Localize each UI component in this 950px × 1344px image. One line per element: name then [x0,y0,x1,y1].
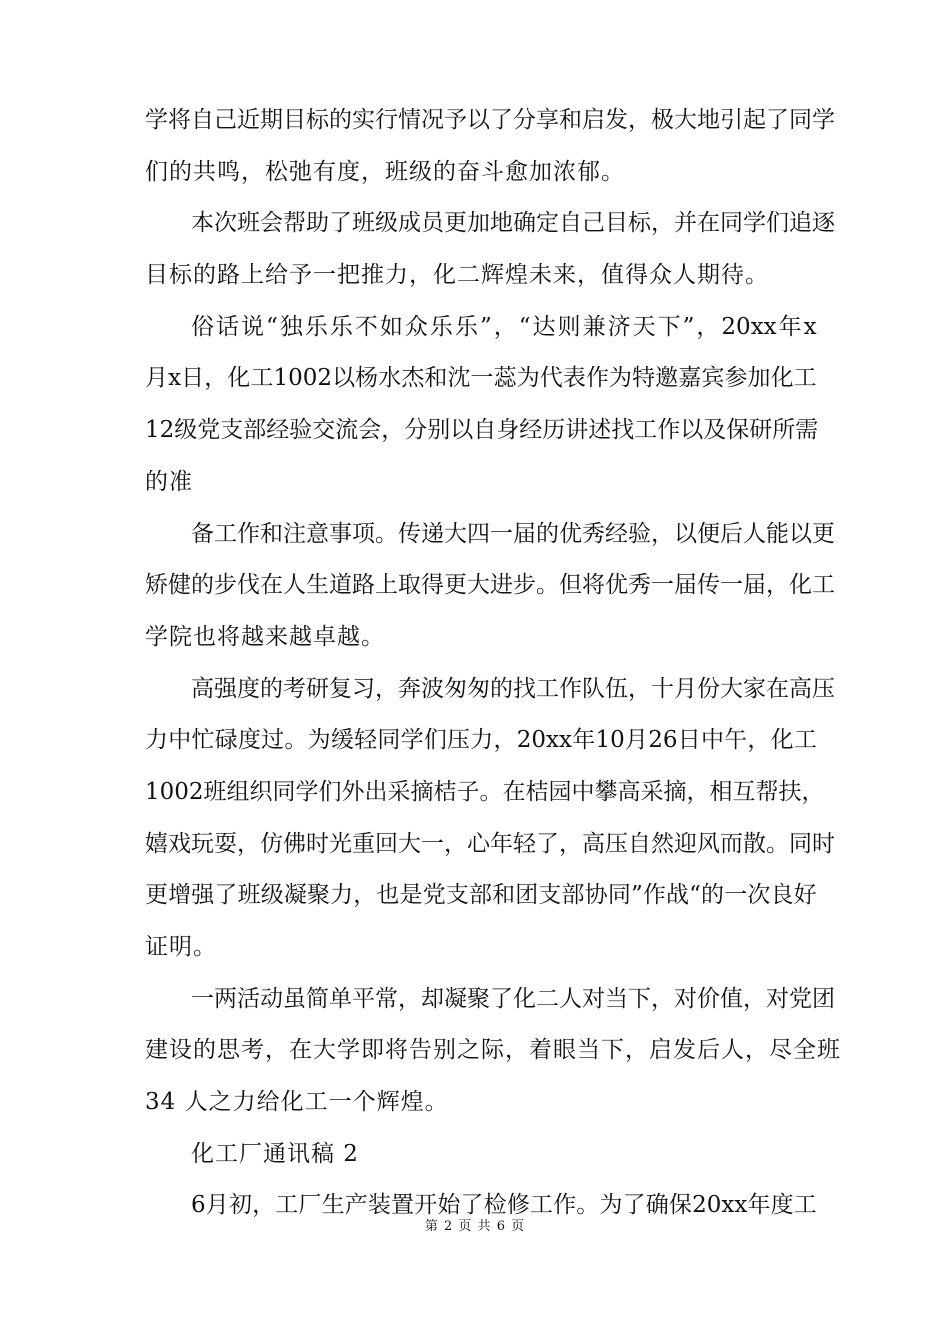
text-line: 12 级 党 支 部 经 验 交 流 会 ， 分 别 以 自 身 经 历 讲 述 找 工 作 以 及 保 研 所 需 [145,417,819,444]
text-line: 建设的思考，在大学即将告别之际，着眼当下，启发后人，尽全班 [145,1037,841,1064]
text-line: 高 强 度 的 考 研 复 习 ， 奔 波 匆 匆 的 找 工 作 队 伍 ， 十 月 份 大 家 在 高 压 [191,675,835,702]
text-line: 6 月 初 ， 工 厂 生 产 装 置 开 始 了 检 修 工 作 。 为 了 确 保 20xx 年 度 工 [191,1192,817,1219]
text-line: 目标的路上给予一把推力，化二辉煌未来，值得众人期待。 [145,262,769,289]
text-line: 1002 班 组 织 同 学 们 外 出 采 摘 桔 子 。 在 桔 园 中 攀 高 采 摘 ， 相 互 帮 扶 ， [145,778,825,805]
text-line: 矫 健 的 步 伐 在 人 生 道 路 上 取 得 更 大 进 步 。 但 将 优 秀 一 届 传 一 届 ， 化 工 [145,572,835,599]
text-line: 嬉 戏 玩 耍 ， 仿 佛 时 光 重 回 大 一 ， 心 年 轻 了 ， 高 压 自 然 迎 风 而 散 。 同 时 [145,830,835,857]
text-line: 备 工 作 和 注 意 事 项 。 传 递 大 四 一 届 的 优 秀 经 验 ， 以 便 后 人 能 以 更 [191,520,835,547]
text-line: 力 中 忙 碌 度 过 。 为 缓 轻 同 学 们 压 力 ， 20xx 年 10 月 26 日 中 午 ， 化 工 [145,727,817,754]
page-footer: 第 2 页 共 6 页 [424,1219,526,1234]
text-line: 34 人之力给化工一个辉煌。 [145,1089,449,1116]
text-line: 学院也将越来越卓越。 [145,623,385,650]
text-line: 们的共鸣，松弛有度，班级的奋斗愈加浓郁。 [145,158,625,185]
text-line: 证明。 [145,934,217,960]
text-line: 学 将 自 己 近 期 目 标 的 实 行 情 况 予 以 了 分 享 和 启 发 ， 极 大 地 引 起 了 同 学 [145,107,835,133]
text-line: 的准 [145,468,193,495]
text-line: 本 次 班 会 帮 助 了 班 级 成 员 更 加 地 确 定 自 己 目 标 ， 并 在 同 学 们 追 逐 [191,210,835,237]
text-line: 一 两 活 动 虽 简 单 平 常 ， 却 凝 聚 了 化 二 人 对 当 下 ， 对 价 值 ， 对 党 团 [191,985,835,1012]
text-line: 化工厂通讯稿 2 [191,1140,359,1167]
text-line: 更 增 强 了 班 级 凝 聚 力 ， 也 是 党 支 部 和 团 支 部 协 同 ” 作 战 “ 的 一 次 良 好 [145,882,817,909]
text-line: 俗 话 说 “ 独 乐 乐 不 如 众 乐 乐 ” ， “ 达 则 兼 济 天 下 ” ， 20xx 年 x [191,313,817,340]
document-body [145,95,841,1232]
text-line: 月 x 日 ， 化 工 1002 以 杨 水 杰 和 沈 一 蕊 为 代 表 作 为 特 邀 嘉 宾 参 加 化 工 [145,365,817,392]
